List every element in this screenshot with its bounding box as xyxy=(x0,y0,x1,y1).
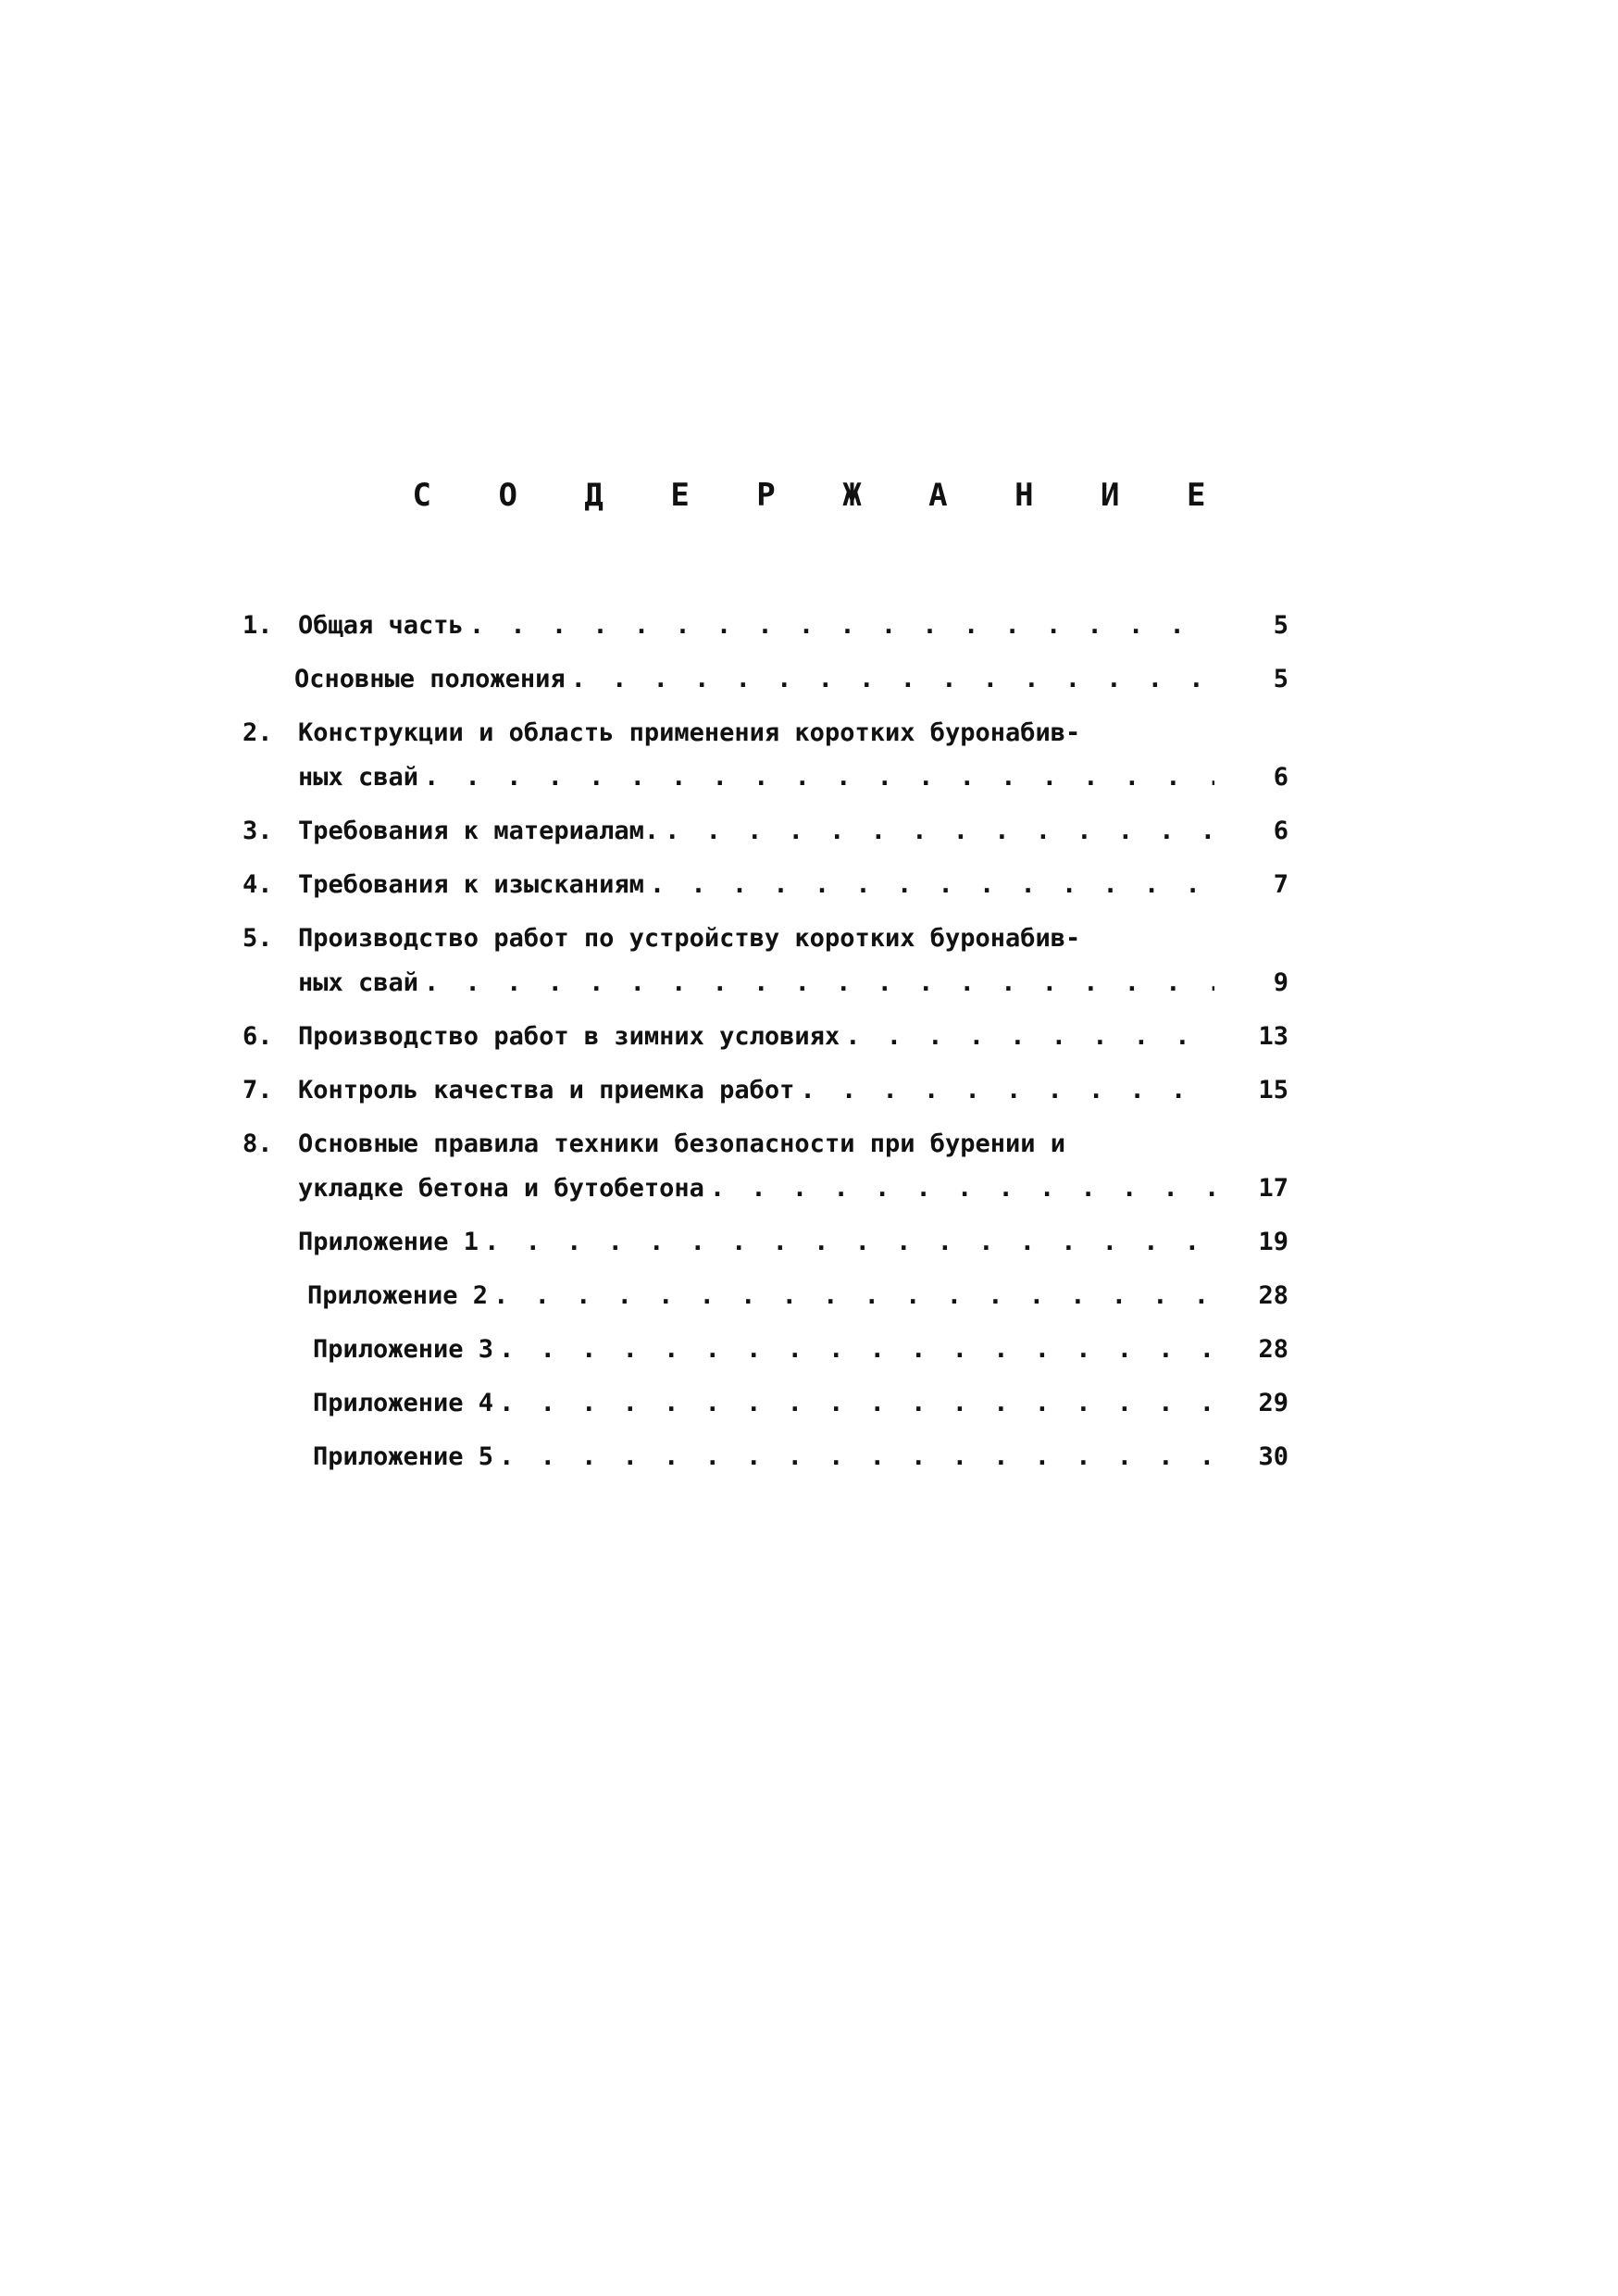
toc-entry-number: 7. xyxy=(243,1076,273,1104)
toc-entry-appendix xyxy=(243,1328,1288,1372)
toc-entry-text: Конструкции и область применения коротких буронабив- xyxy=(298,718,1081,747)
dot-leader xyxy=(469,604,1214,648)
toc-entry-text: Производство работ по устройству коротких буронабив- xyxy=(298,924,1081,953)
toc-page-number: 6 xyxy=(1273,817,1288,845)
toc-page-number: 19 xyxy=(1258,1228,1288,1256)
dot-leader xyxy=(499,1435,1214,1479)
toc-entry-text: Требования к материалам. xyxy=(298,817,660,845)
dot-leader xyxy=(800,1068,1214,1113)
toc-entry-text-continued: ных свай xyxy=(298,763,419,792)
toc-page-number: 28 xyxy=(1258,1281,1288,1310)
toc-entry xyxy=(243,809,1288,854)
page-title: С О Д Е Р Ж А Н И Е xyxy=(412,477,1230,514)
toc-entry xyxy=(243,1068,1288,1113)
dot-leader xyxy=(424,961,1214,1005)
toc-entry xyxy=(243,1015,1288,1059)
dot-leader xyxy=(493,1274,1214,1318)
toc-entry-number: 2. xyxy=(243,718,273,747)
toc-entry-text: Общая часть xyxy=(298,611,464,640)
toc-entry-appendix xyxy=(243,1435,1288,1479)
toc-entry-text-continued: укладке бетона и бутобетона xyxy=(298,1174,704,1203)
toc-entry-text: Контроль качества и приемка работ xyxy=(298,1076,795,1104)
toc-entry-number: 1. xyxy=(243,611,273,640)
toc-entry xyxy=(243,1122,1288,1211)
toc-entry xyxy=(243,863,1288,907)
toc-page-number: 7 xyxy=(1273,870,1288,899)
toc-entry-number: 4. xyxy=(243,870,273,899)
toc-entry-text: Приложение 2 xyxy=(307,1281,489,1310)
toc-entry-text: Требования к изысканиям xyxy=(298,870,644,899)
toc-entry-number: 6. xyxy=(243,1022,273,1051)
toc-page-number: 17 xyxy=(1258,1174,1288,1203)
toc-entry-text: Приложение 4 xyxy=(313,1389,494,1417)
dot-leader xyxy=(499,1381,1214,1426)
dot-leader xyxy=(424,755,1214,800)
toc-entry xyxy=(243,604,1288,648)
toc-entry-text: Приложение 3 xyxy=(313,1335,494,1364)
toc-entry xyxy=(243,917,1288,1005)
toc-entry-number: 8. xyxy=(243,1129,273,1158)
toc-entry-appendix xyxy=(243,1220,1288,1265)
toc-entry xyxy=(243,711,1288,800)
toc-entry-appendix xyxy=(243,1274,1288,1318)
toc-entry-text: Приложение 5 xyxy=(313,1442,494,1471)
toc-page-number: 15 xyxy=(1258,1076,1288,1104)
toc-page-number: 13 xyxy=(1258,1022,1288,1051)
toc-page-number: 29 xyxy=(1258,1389,1288,1417)
toc-page-number: 5 xyxy=(1273,665,1288,693)
toc-entry-text: Основные положения xyxy=(294,665,566,693)
dot-leader xyxy=(845,1015,1214,1059)
toc-entry-text: Приложение 1 xyxy=(298,1228,479,1256)
toc-entry-text: Основные правила техники безопасности при бурении и xyxy=(298,1129,1066,1158)
dot-leader xyxy=(710,1167,1214,1211)
toc-page-number: 6 xyxy=(1273,763,1288,792)
dot-leader xyxy=(665,809,1214,854)
toc-entry-number: 5. xyxy=(243,924,273,953)
toc-page-number: 5 xyxy=(1273,611,1288,640)
toc-entry-number: 3. xyxy=(243,817,273,845)
toc-entry xyxy=(243,657,1288,702)
dot-leader xyxy=(484,1220,1214,1265)
toc-page-number: 28 xyxy=(1258,1335,1288,1364)
dot-leader xyxy=(499,1328,1214,1372)
dot-leader xyxy=(571,657,1214,702)
toc-entry-text-continued: ных свай xyxy=(298,968,419,997)
toc-page-number: 9 xyxy=(1273,968,1288,997)
toc-entry-text: Производство работ в зимних условиях xyxy=(298,1022,840,1051)
toc-entry-appendix xyxy=(243,1381,1288,1426)
toc-page-number: 30 xyxy=(1258,1442,1288,1471)
table-of-contents xyxy=(243,604,1288,1489)
dot-leader xyxy=(650,863,1214,907)
